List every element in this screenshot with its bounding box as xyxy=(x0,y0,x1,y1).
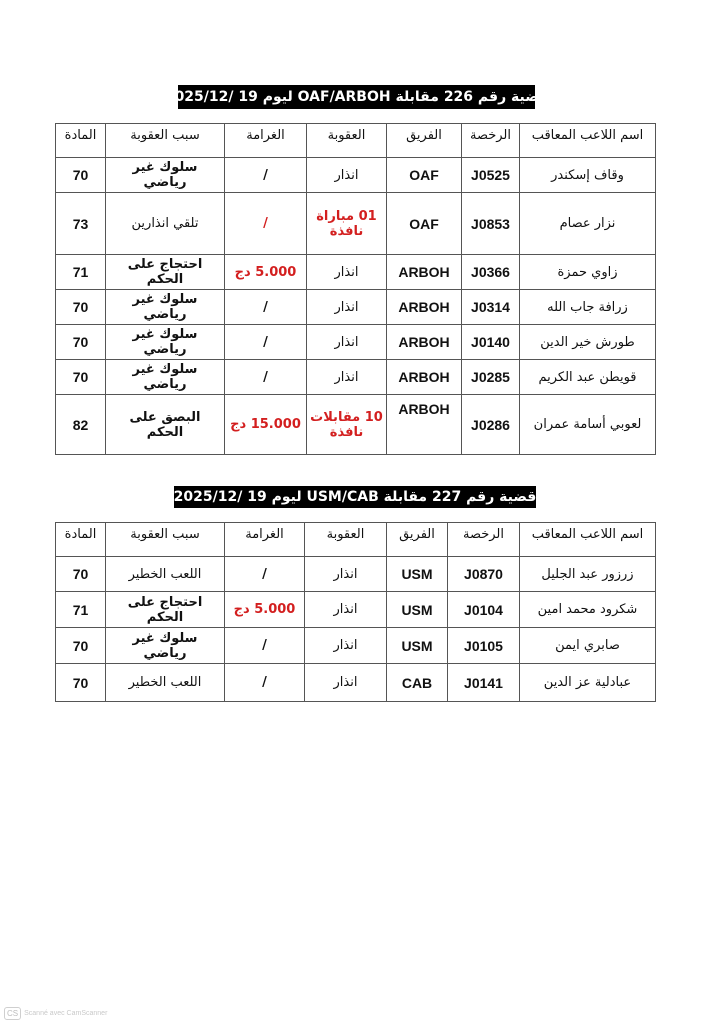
reason: البصق على الحكم xyxy=(106,395,225,455)
fine: 5.000 دج xyxy=(225,592,305,628)
player-name: شكرود محمد امين xyxy=(520,592,656,628)
penalty-line-2: نافذة xyxy=(329,424,364,440)
license: J0525 xyxy=(462,158,520,193)
license: J0141 xyxy=(448,664,520,702)
penalty-line-1: 01 مباراة xyxy=(316,208,377,224)
team: CAB xyxy=(387,664,448,702)
table-row xyxy=(56,290,656,325)
article: 82 xyxy=(56,395,106,455)
team: ARBOH xyxy=(387,255,462,290)
penalty xyxy=(307,193,387,255)
reason: اللعب الخطير xyxy=(106,557,225,592)
table-row xyxy=(56,395,656,455)
penalty: انذار xyxy=(305,557,387,592)
penalty: انذار xyxy=(307,255,387,290)
header-article: المادة xyxy=(56,124,106,158)
penalty: انذار xyxy=(307,325,387,360)
player-name: عبادلية عز الدين xyxy=(520,664,656,702)
reason: سلوك غير رياضي xyxy=(106,290,225,325)
header-fine: الغرامة xyxy=(225,124,307,158)
article: 71 xyxy=(56,592,106,628)
team: USM xyxy=(387,557,448,592)
team: ARBOH xyxy=(387,290,462,325)
penalty xyxy=(307,395,387,455)
player-name: زاوي حمزة xyxy=(520,255,656,290)
license: J0105 xyxy=(448,628,520,664)
header-penalty: العقوبة xyxy=(307,124,387,158)
penalty-line-2: نافذة xyxy=(329,223,364,239)
reason: اللعب الخطير xyxy=(106,664,225,702)
header-player-name: اسم اللاعب المعاقب xyxy=(520,523,656,557)
player-name: زرافة جاب الله xyxy=(520,290,656,325)
case-227-banner: قضية رقم 227 مقابلة USM/CAB ليوم 19 /2025/12 xyxy=(174,486,536,508)
reason: سلوك غير رياضي xyxy=(106,628,225,664)
table-header-row xyxy=(56,523,656,557)
camscanner-logo-icon: CS xyxy=(4,1007,21,1020)
fine: / xyxy=(225,557,305,592)
header-fine: الغرامة xyxy=(225,523,305,557)
header-reason: سبب العقوبة xyxy=(106,124,225,158)
header-team: الفريق xyxy=(387,523,448,557)
penalty: انذار xyxy=(307,360,387,395)
team: OAF xyxy=(387,193,462,255)
reason: تلقي انذارين xyxy=(106,193,225,255)
fine: / xyxy=(225,664,305,702)
fine: / xyxy=(225,193,307,255)
penalty: انذار xyxy=(305,664,387,702)
article: 71 xyxy=(56,255,106,290)
team: USM xyxy=(387,628,448,664)
article: 73 xyxy=(56,193,106,255)
team: OAF xyxy=(387,158,462,193)
license: J0870 xyxy=(448,557,520,592)
table-row xyxy=(56,193,656,255)
team: ARBOH xyxy=(387,360,462,395)
article: 70 xyxy=(56,628,106,664)
header-penalty: العقوبة xyxy=(305,523,387,557)
team: ARBOH xyxy=(387,395,462,455)
article: 70 xyxy=(56,360,106,395)
fine: / xyxy=(225,158,307,193)
case-226-table xyxy=(55,123,656,455)
article: 70 xyxy=(56,557,106,592)
reason: سلوك غير رياضي xyxy=(106,158,225,193)
player-name: لعوبي أسامة عمران xyxy=(520,395,656,455)
player-name: زرزور عبد الجليل xyxy=(520,557,656,592)
license: J0286 xyxy=(462,395,520,455)
fine: 15.000 دج xyxy=(225,395,307,455)
license: J0366 xyxy=(462,255,520,290)
scanner-watermark xyxy=(4,1007,107,1020)
fine: / xyxy=(225,290,307,325)
license: J0285 xyxy=(462,360,520,395)
fine: / xyxy=(225,628,305,664)
table-row xyxy=(56,360,656,395)
license: J0853 xyxy=(462,193,520,255)
player-name: وقاف إسكندر xyxy=(520,158,656,193)
license: J0314 xyxy=(462,290,520,325)
penalty: انذار xyxy=(305,592,387,628)
license: J0104 xyxy=(448,592,520,628)
reason: سلوك غير رياضي xyxy=(106,325,225,360)
fine: 5.000 دج xyxy=(225,255,307,290)
article: 70 xyxy=(56,158,106,193)
fine: / xyxy=(225,325,307,360)
player-name: صابري ايمن xyxy=(520,628,656,664)
header-license: الرخصة xyxy=(462,124,520,158)
watermark-text: Scanné avec CamScanner xyxy=(24,1010,108,1017)
penalty: انذار xyxy=(307,290,387,325)
reason: احتجاج على الحكم xyxy=(106,592,225,628)
table-row xyxy=(56,557,656,592)
player-name: طورش خير الدين xyxy=(520,325,656,360)
article: 70 xyxy=(56,290,106,325)
penalty: انذار xyxy=(305,628,387,664)
reason: احتجاج على الحكم xyxy=(106,255,225,290)
fine: / xyxy=(225,360,307,395)
player-name: قويطن عبد الكريم xyxy=(520,360,656,395)
header-article: المادة xyxy=(56,523,106,557)
case-227-table xyxy=(55,522,656,702)
table-row xyxy=(56,628,656,664)
article: 70 xyxy=(56,325,106,360)
case-226-banner: قضية رقم 226 مقابلة OAF/ARBOH ليوم 19 /2025/12 xyxy=(178,85,535,109)
player-name: نزار عصام xyxy=(520,193,656,255)
penalty: انذار xyxy=(307,158,387,193)
table-row xyxy=(56,255,656,290)
header-player-name: اسم اللاعب المعاقب xyxy=(520,124,656,158)
reason: سلوك غير رياضي xyxy=(106,360,225,395)
table-header-row xyxy=(56,124,656,158)
penalty-line-1: 10 مقابلات xyxy=(310,409,383,425)
table-row xyxy=(56,664,656,702)
table-row xyxy=(56,158,656,193)
article: 70 xyxy=(56,664,106,702)
table-row xyxy=(56,325,656,360)
header-reason: سبب العقوبة xyxy=(106,523,225,557)
license: J0140 xyxy=(462,325,520,360)
header-team: الفريق xyxy=(387,124,462,158)
table-row xyxy=(56,592,656,628)
team: ARBOH xyxy=(387,325,462,360)
team: USM xyxy=(387,592,448,628)
header-license: الرخصة xyxy=(448,523,520,557)
